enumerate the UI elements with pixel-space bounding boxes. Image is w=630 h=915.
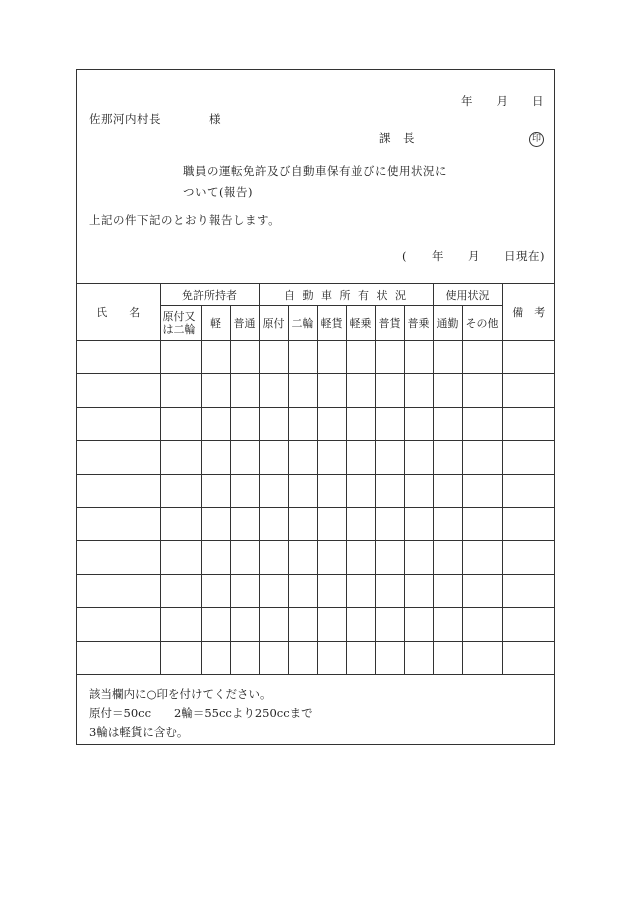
table-cell[interactable] xyxy=(288,608,317,641)
table-cell[interactable] xyxy=(317,574,346,607)
table-row xyxy=(77,441,555,474)
table-cell[interactable] xyxy=(433,641,462,674)
table-row xyxy=(77,407,555,440)
table-cell[interactable] xyxy=(375,641,404,674)
table-cell[interactable] xyxy=(433,507,462,540)
table-cell[interactable] xyxy=(317,374,346,407)
table-cell[interactable] xyxy=(317,641,346,674)
table-row xyxy=(77,641,555,674)
table-cell[interactable] xyxy=(201,641,230,674)
table-cell[interactable] xyxy=(201,474,230,507)
table-cell[interactable] xyxy=(346,374,375,407)
date-year: 年 xyxy=(461,94,473,108)
table-cell[interactable] xyxy=(230,341,259,374)
table-cell[interactable] xyxy=(77,407,160,440)
table-cell[interactable] xyxy=(201,341,230,374)
col-usage-other: その他 xyxy=(462,306,502,341)
table-cell[interactable] xyxy=(502,574,555,607)
table-cell[interactable] xyxy=(502,407,555,440)
table-cell[interactable] xyxy=(259,574,288,607)
table-cell[interactable] xyxy=(502,474,555,507)
table-cell[interactable] xyxy=(288,441,317,474)
table-cell[interactable] xyxy=(77,608,160,641)
as-of-open: ( xyxy=(402,249,407,263)
table-cell[interactable] xyxy=(502,507,555,540)
table-cell[interactable] xyxy=(346,507,375,540)
table-cell[interactable] xyxy=(346,541,375,574)
table-cell[interactable] xyxy=(375,441,404,474)
table-cell[interactable] xyxy=(375,407,404,440)
table-cell[interactable] xyxy=(346,407,375,440)
table-cell[interactable] xyxy=(502,641,555,674)
note-line-1: 該当欄内に○印を付けてください。 xyxy=(89,687,272,701)
table-cell[interactable] xyxy=(502,541,555,574)
table-cell[interactable] xyxy=(462,608,502,641)
table-cell[interactable] xyxy=(404,374,433,407)
table-cell[interactable] xyxy=(375,374,404,407)
table-cell[interactable] xyxy=(201,574,230,607)
table-cell[interactable] xyxy=(433,374,462,407)
table-cell[interactable] xyxy=(462,341,502,374)
table-cell[interactable] xyxy=(77,341,160,374)
col-usage-commute: 通勤 xyxy=(433,306,462,341)
table-cell[interactable] xyxy=(259,474,288,507)
table-cell[interactable] xyxy=(502,341,555,374)
col-vehicle-moped: 原付 xyxy=(259,306,288,341)
table-cell[interactable] xyxy=(230,474,259,507)
table-cell[interactable] xyxy=(259,541,288,574)
table-cell[interactable] xyxy=(375,507,404,540)
table-cell[interactable] xyxy=(160,474,201,507)
table-cell[interactable] xyxy=(259,407,288,440)
table-cell[interactable] xyxy=(433,608,462,641)
date-month: 月 xyxy=(496,94,509,108)
table-cell[interactable] xyxy=(317,407,346,440)
seal-mark: 印 xyxy=(529,130,544,147)
table-cell[interactable] xyxy=(317,341,346,374)
status-table xyxy=(77,283,555,675)
table-cell[interactable] xyxy=(201,507,230,540)
table-row xyxy=(77,341,555,374)
table-cell[interactable] xyxy=(346,441,375,474)
recipient-honorific: 様 xyxy=(209,112,221,126)
table-cell[interactable] xyxy=(462,474,502,507)
date-day: 日 xyxy=(532,94,544,108)
table-cell[interactable] xyxy=(404,407,433,440)
table-cell[interactable] xyxy=(201,541,230,574)
table-cell[interactable] xyxy=(160,374,201,407)
table-cell[interactable] xyxy=(462,407,502,440)
table-cell[interactable] xyxy=(346,341,375,374)
table-cell[interactable] xyxy=(160,608,201,641)
table-cell[interactable] xyxy=(259,608,288,641)
table-cell[interactable] xyxy=(288,407,317,440)
table-row xyxy=(77,574,555,607)
table-cell[interactable] xyxy=(462,641,502,674)
table-cell[interactable] xyxy=(230,441,259,474)
table-cell[interactable] xyxy=(317,441,346,474)
table-cell[interactable] xyxy=(317,541,346,574)
table-cell[interactable] xyxy=(502,608,555,641)
table-cell[interactable] xyxy=(462,574,502,607)
as-of-day: 日現在) xyxy=(504,249,545,263)
table-cell[interactable] xyxy=(375,474,404,507)
as-of-month: 月 xyxy=(468,249,480,263)
subject-line-2: ついて(報告) xyxy=(183,185,253,199)
table-cell[interactable] xyxy=(288,341,317,374)
table-cell[interactable] xyxy=(160,407,201,440)
note-line-3: 3輪は軽貨に含む。 xyxy=(89,725,189,739)
table-cell[interactable] xyxy=(433,341,462,374)
table-cell[interactable] xyxy=(259,374,288,407)
table-cell[interactable] xyxy=(77,574,160,607)
table-cell[interactable] xyxy=(288,374,317,407)
sender-title: 課 長 xyxy=(379,131,415,145)
table-cell[interactable] xyxy=(160,341,201,374)
table-cell[interactable] xyxy=(317,474,346,507)
table-cell[interactable] xyxy=(259,507,288,540)
col-license-moped: 原付又は二輪 xyxy=(160,306,201,341)
table-cell[interactable] xyxy=(77,441,160,474)
report-form xyxy=(76,69,555,745)
table-cell[interactable] xyxy=(201,608,230,641)
table-cell[interactable] xyxy=(375,608,404,641)
table-cell[interactable] xyxy=(201,441,230,474)
table-cell[interactable] xyxy=(288,474,317,507)
table-cell[interactable] xyxy=(259,641,288,674)
table-cell[interactable] xyxy=(160,574,201,607)
table-cell[interactable] xyxy=(375,341,404,374)
col-vehicle-regular-passenger: 普乗 xyxy=(404,306,433,341)
table-cell[interactable] xyxy=(160,641,201,674)
table-cell[interactable] xyxy=(259,441,288,474)
col-license-light: 軽 xyxy=(201,306,230,341)
table-cell[interactable] xyxy=(404,574,433,607)
table-cell[interactable] xyxy=(160,541,201,574)
table-row xyxy=(77,608,555,641)
table-cell[interactable] xyxy=(502,441,555,474)
table-body xyxy=(77,341,555,675)
table-cell[interactable] xyxy=(462,441,502,474)
header-remarks: 備 考 xyxy=(502,284,555,341)
table-cell[interactable] xyxy=(77,474,160,507)
as-of-year: 年 xyxy=(432,249,444,263)
header-usage: 使用状況 xyxy=(433,284,502,306)
table-row xyxy=(77,474,555,507)
table-cell[interactable] xyxy=(230,541,259,574)
table-cell[interactable] xyxy=(77,374,160,407)
table-cell[interactable] xyxy=(346,574,375,607)
table-cell[interactable] xyxy=(230,507,259,540)
table-cell[interactable] xyxy=(317,608,346,641)
table-cell[interactable] xyxy=(404,608,433,641)
col-vehicle-motorcycle: 二輪 xyxy=(288,306,317,341)
table-cell[interactable] xyxy=(462,374,502,407)
table-cell[interactable] xyxy=(433,474,462,507)
table-cell[interactable] xyxy=(201,407,230,440)
table-cell[interactable] xyxy=(433,574,462,607)
table-cell[interactable] xyxy=(404,641,433,674)
table-cell[interactable] xyxy=(288,574,317,607)
table-cell[interactable] xyxy=(346,608,375,641)
subject-line-1: 職員の運転免許及び自動車保有並びに使用状況に xyxy=(183,164,447,178)
table-cell[interactable] xyxy=(375,574,404,607)
col-vehicle-light-cargo: 軽貨 xyxy=(317,306,346,341)
table-cell[interactable] xyxy=(77,507,160,540)
table-cell[interactable] xyxy=(288,541,317,574)
note-line-2: 原付＝50cc 2輪＝55ccより250ccまで xyxy=(89,706,313,720)
table-cell[interactable] xyxy=(230,407,259,440)
table-cell[interactable] xyxy=(346,641,375,674)
table-cell[interactable] xyxy=(404,441,433,474)
col-license-regular: 普通 xyxy=(230,306,259,341)
date-line xyxy=(461,94,544,108)
header-vehicle: 自 動 車 所 有 状 況 xyxy=(259,284,433,306)
table-cell[interactable] xyxy=(375,541,404,574)
table-cell[interactable] xyxy=(404,474,433,507)
table-cell[interactable] xyxy=(404,507,433,540)
body-text: 上記の件下記のとおり報告します。 xyxy=(89,213,281,227)
table-row xyxy=(77,374,555,407)
table-cell[interactable] xyxy=(317,507,346,540)
table-row xyxy=(77,541,555,574)
table-cell[interactable] xyxy=(433,407,462,440)
table-cell[interactable] xyxy=(288,641,317,674)
table-cell[interactable] xyxy=(230,374,259,407)
table-cell[interactable] xyxy=(230,608,259,641)
col-vehicle-light-passenger: 軽乗 xyxy=(346,306,375,341)
table-cell[interactable] xyxy=(160,507,201,540)
header-license: 免許所持者 xyxy=(160,284,259,306)
table-cell[interactable] xyxy=(230,574,259,607)
table-cell[interactable] xyxy=(462,507,502,540)
table-cell[interactable] xyxy=(259,341,288,374)
table-cell[interactable] xyxy=(433,541,462,574)
table-cell[interactable] xyxy=(201,374,230,407)
table-row xyxy=(77,507,555,540)
table-cell[interactable] xyxy=(77,641,160,674)
table-cell[interactable] xyxy=(462,541,502,574)
table-cell[interactable] xyxy=(230,641,259,674)
table-cell[interactable] xyxy=(77,541,160,574)
table-cell[interactable] xyxy=(346,474,375,507)
header-name: 氏 名 xyxy=(77,284,160,341)
table-cell[interactable] xyxy=(404,541,433,574)
table-cell[interactable] xyxy=(288,507,317,540)
notes xyxy=(89,685,313,742)
table-cell[interactable] xyxy=(160,441,201,474)
table-cell[interactable] xyxy=(404,341,433,374)
recipient: 佐那河内村長 xyxy=(89,112,161,126)
table-cell[interactable] xyxy=(433,441,462,474)
col-vehicle-regular-cargo: 普貨 xyxy=(375,306,404,341)
table-cell[interactable] xyxy=(502,374,555,407)
